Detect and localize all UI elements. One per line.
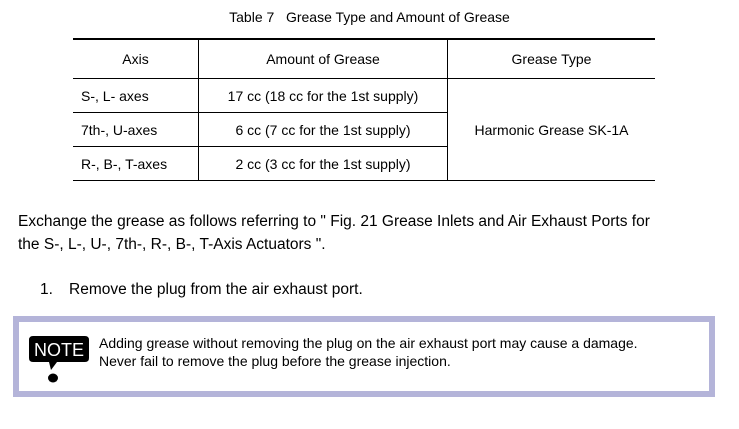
cell-axis: R-, B-, T-axes [73, 147, 199, 181]
cell-amount: 6 cc (7 cc for the 1st supply) [199, 113, 448, 147]
note-box [13, 316, 715, 397]
instruction-paragraph [18, 210, 718, 256]
header-amount: Amount of Grease [199, 39, 448, 79]
header-axis: Axis [73, 39, 199, 79]
note-inner [19, 322, 709, 391]
cell-amount: 2 cc (3 cc for the 1st supply) [199, 147, 448, 181]
cell-axis: S-, L- axes [73, 79, 199, 113]
step-item [40, 281, 363, 299]
table-row [73, 79, 655, 113]
cell-amount: 17 cc (18 cc for the 1st supply) [199, 79, 448, 113]
table-caption: Table 7 Grease Type and Amount of Grease [229, 9, 510, 25]
note-icon-label: NOTE [33, 340, 85, 360]
header-grease-type: Grease Type [448, 39, 656, 79]
note-line: Never fail to remove the plug before the grease injection. [99, 353, 451, 369]
note-text [99, 334, 638, 370]
cell-grease-type: Harmonic Grease SK-1A [448, 79, 656, 181]
paragraph-line: Exchange the grease as follows referring to " Fig. 21 Grease Inlets and Air Exhaust Ports for [18, 213, 650, 230]
paragraph-line: the S-, L-, U-, 7th-, R-, B-, T-Axis Actuators ". [18, 236, 326, 253]
grease-table [73, 38, 655, 181]
note-line: Adding grease without removing the plug on the air exhaust port may cause a damage. [99, 335, 638, 351]
cell-axis: 7th-, U-axes [73, 113, 199, 147]
table-header-row [73, 39, 655, 79]
step-number: 1. [40, 281, 53, 298]
step-text: Remove the plug from the air exhaust port. [69, 281, 363, 298]
note-icon [27, 332, 91, 386]
